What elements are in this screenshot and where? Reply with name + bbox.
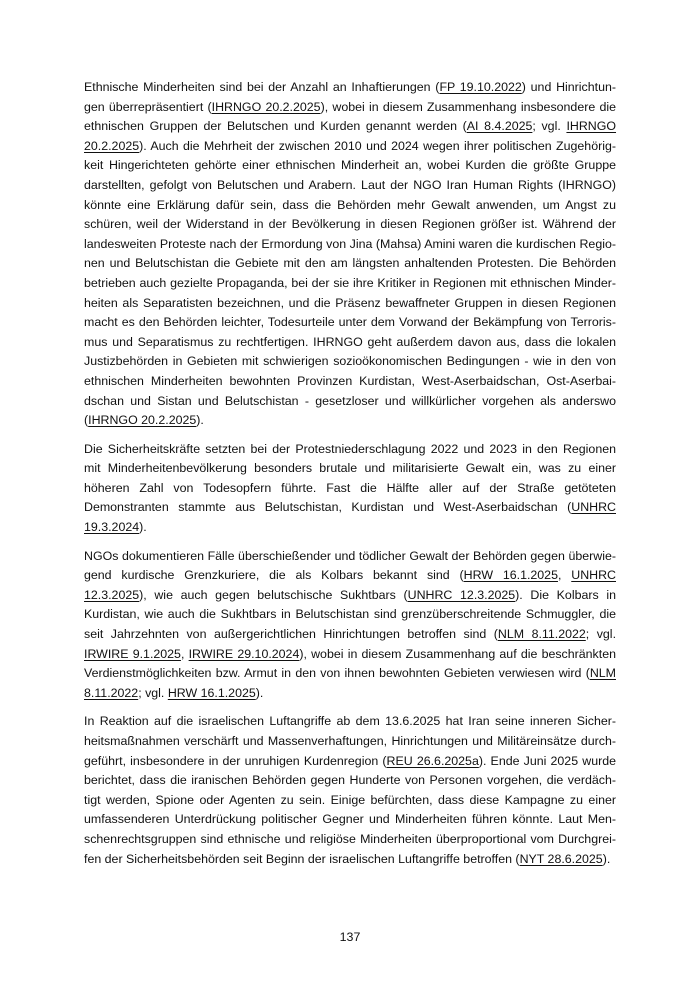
citation-link[interactable]: FP 19.10.2022	[439, 80, 522, 94]
citation-link[interactable]: UNHRC 19.3.2024	[84, 500, 616, 535]
citation-link[interactable]: IHRNGO 20.2.2025	[88, 413, 197, 428]
citation-link[interactable]: NYT 28.6.2025	[519, 851, 603, 866]
paragraph-text: ), wie auch gegen belutschische Sukhtbars (	[139, 587, 408, 602]
paragraph-2	[84, 440, 616, 538]
paragraph-3	[84, 547, 616, 704]
paragraph-text: ).	[602, 851, 611, 866]
citation-link[interactable]: HRW 16.1.2025	[167, 685, 256, 700]
paragraph-text: NGOs dokumentieren Fälle überschießender und tödlicher Gewalt der Behörden gegen überwiegend kurdische Grenzkuriere, die als Kolbars bekannt sind (	[84, 548, 616, 583]
citation-link[interactable]: IHRNGO 20.2.2025	[84, 119, 617, 153]
paragraph-text: ).	[255, 685, 264, 700]
paragraph-text: ) und Hinrichtungen überrepräsentiert (	[84, 80, 616, 114]
paragraph-text: ).	[196, 413, 204, 428]
citation-link[interactable]: HRW 16.1.2025	[463, 568, 558, 583]
paragraph-text: ,	[180, 646, 189, 661]
paragraph-text: ), wobei in diesem Zusammenhang auf die beschränkten Verdienstmöglichkeiten bzw. Armut in den von ihnen bewohnten Gebieten verwiesen wird (	[84, 646, 616, 681]
paragraph-4	[84, 712, 616, 869]
paragraph-text: ; vgl.	[585, 627, 617, 642]
citation-link[interactable]: IRWIRE 9.1.2025	[84, 646, 181, 661]
paragraph-text: ).	[139, 520, 147, 535]
paragraph-text: ), wobei in diesem Zusammenhang insbesondere die ethnischen Gruppen der Belutschen und Kurden genannt werden (	[84, 99, 617, 134]
citation-link[interactable]: REU 26.6.2025a	[386, 753, 479, 768]
paragraph-text: ). Die Kolbars in Kurdistan, wie auch die Sukhtbars in Belutschistan sind grenzüberschreitende Schmuggler, die seit Jahrzehnten von außergerichtlichen Hinrichtungen betroffen sind (	[84, 587, 616, 642]
citation-link[interactable]: NLM 8.11.2022	[84, 666, 616, 700]
paragraph-text: ; vgl.	[138, 685, 168, 700]
paragraph-text: Die Sicherheitskräfte setzten bei der Protestniederschlagung 2022 und 2023 in den Regionen mit Minderheitenbevölkerung besonders brutale und militarisierte Gewalt ein, was zu einer höheren Zahl von Todesopfern führte. Fast die Hälfte aller auf der Straße getöteten Demonstranten stammte aus Belutschistan, Kurdistan und West-Aserbaidschan (	[84, 441, 616, 515]
citation-link[interactable]: AI 8.4.2025	[466, 119, 533, 134]
citation-link[interactable]: IHRNGO 20.2.2025	[211, 99, 321, 114]
citation-link[interactable]: IRWIRE 29.10.2024	[188, 646, 300, 661]
citation-link[interactable]: UNHRC 12.3.2025	[407, 587, 516, 602]
paragraph-text: ). Ende Juni 2025 wurde berichtet, dass die iranischen Behörden gegen Hunderte von Personen vorgehen, die verdächtigt werden, Spione oder Agenten zu sein. Einige befürchten, dass diese Kampagne zu einer umfassenderen Unterdrückung politischer Gegner und Minderheiten führen könnte. Laut Menschenrechtsgruppen sind ethnische und religiöse Minderheiten überproportional vom Durchgreifen der Sicherheitsbehörden seit Beginn der israelischen Luftangriffe betroffen (	[84, 753, 616, 866]
paragraph-text: Ethnische Minderheiten sind bei der Anzahl an Inhaftierungen (	[84, 80, 440, 94]
paragraph-1	[84, 78, 616, 431]
citation-link[interactable]: UNHRC 12.3.2025	[84, 568, 616, 602]
citation-link[interactable]: NLM 8.11.2022	[497, 627, 586, 642]
paragraph-text: In Reaktion auf die israelischen Luftangriffe ab dem 13.6.2025 hat Iran seine inneren Sicherheitsmaßnahmen verschärft und Massenverhaftungen, Hinrichtungen und Militäreinsätze durchgeführt, insbesondere in der unruhigen Kurdenregion (	[84, 714, 616, 768]
paragraph-text: ,	[557, 568, 572, 583]
paragraph-text: ). Auch die Mehrheit der zwischen 2010 und 2024 wegen ihrer politischen Zugehörigkeit Hingerichteten gehörte einer ethnischen Minderheit an, wobei Kurden die größte Gruppe darstellten, gefolgt von Belutschen und Arabern. Laut der NGO Iran Human Rights (IHRNGO) könnte eine Erklärung dafür sein, dass die Behörden mehr Gewalt anwenden, um Angst zu schüren, weil der Widerstand in der Bevölkerung in diesen Regionen größer ist. Während der landesweiten Proteste nach der Ermordung von Jina (Mahsa) Amini waren die kurdischen Regionen und Belutschistan die Gebiete mit den am längsten anhaltenden Protesten. Die Behörden betrieben auch gezielte Propaganda, bei der sie ihre Kritiker in Regionen mit ethnischen Minderheiten als Separatisten bezeichnen, und die Präsenz bewaffneter Gruppen in diesen Regionen macht es den Behörden leichter, Todesurteile unter dem Vorwand der Bekämpfung von Terrorismus und Separatismus zu rechtfertigen. IHRNGO geht außerdem davon aus, dass die lokalen Justizbehörden in Gebieten mit schwierigen sozioökonomischen Bedingungen - wie in den von ethnischen Minderheiten bewohnten Provinzen Kurdistan, West-Aserbaidschan, Ost-Aserbaidschan und Sistan und Belutschistan - gesetzloser und willkürlicher vorgehen als anderswo (	[84, 138, 616, 428]
page-number: 137	[339, 930, 361, 944]
page-body	[84, 78, 616, 878]
paragraph-text: ; vgl.	[532, 119, 567, 134]
